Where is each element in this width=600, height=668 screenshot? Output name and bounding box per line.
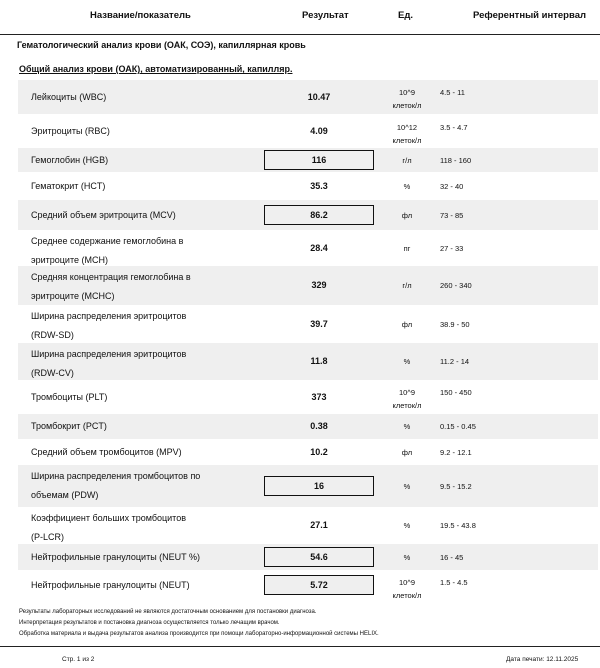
table-row [18, 115, 598, 148]
test-name-line: (P-LCR) [31, 532, 64, 542]
reference-range: 27 - 33 [440, 244, 464, 253]
reference-range: 4.5 - 11 [440, 88, 465, 97]
reference-range: 150 - 450 [440, 388, 472, 397]
table-row [18, 465, 598, 507]
unit [379, 209, 435, 222]
unit-line: клеток/л [392, 401, 422, 410]
unit [379, 180, 435, 193]
result-value: 0.38 [310, 421, 328, 431]
result-value: 10.47 [307, 92, 331, 102]
test-name-line: Тромбокрит (PCT) [31, 421, 107, 431]
reference-range: 9.5 - 15.2 [440, 482, 472, 491]
reference-range: 0.15 - 0.45 [440, 422, 476, 431]
unit [379, 420, 435, 433]
table-row [18, 507, 598, 544]
column-header-unit: Ед. [398, 10, 414, 21]
reference-range: 260 - 340 [440, 281, 472, 290]
result-value: 11.8 [310, 356, 328, 366]
test-name [31, 268, 191, 306]
reference-range: 9.2 - 12.1 [440, 448, 472, 457]
test-name [31, 151, 108, 170]
unit-line: % [403, 553, 411, 562]
unit-line: % [403, 357, 411, 366]
test-name [31, 388, 107, 407]
test-name [31, 443, 182, 462]
unit [379, 121, 435, 147]
unit [379, 480, 435, 493]
unit-line: % [403, 422, 411, 431]
unit-line: клеток/л [392, 591, 422, 600]
test-name-line: эритроците (MCHC) [31, 291, 115, 301]
unit-line: г/л [402, 156, 412, 165]
unit [379, 355, 435, 368]
test-name-line: (RDW-SD) [31, 330, 74, 340]
result-value: 373 [311, 392, 327, 402]
test-name-line: Ширина распределения эритроцитов [31, 311, 187, 321]
table-row [18, 570, 598, 600]
unit [379, 519, 435, 532]
unit-line: г/л [402, 281, 412, 290]
reference-range: 38.9 - 50 [440, 320, 470, 329]
unit-line: фл [401, 211, 413, 220]
test-name [31, 88, 106, 107]
table-row [18, 305, 598, 343]
reference-range: 3.5 - 4.7 [440, 123, 468, 132]
table-row [18, 266, 598, 305]
reference-range: 11.2 - 14 [440, 357, 470, 366]
column-header-reference: Референтный интервал [473, 10, 587, 21]
table-row [18, 200, 598, 230]
subpanel-title: Общий анализ крови (ОАК), автоматизированный, капилляр. [19, 64, 293, 74]
test-name [31, 548, 200, 567]
test-name-line: Ширина распределения тромбоцитов по [31, 471, 201, 481]
panel-title: Гематологический анализ крови (ОАК, СОЭ), капиллярная кровь [17, 40, 306, 50]
unit [379, 576, 435, 602]
reference-range: 1.5 - 4.5 [440, 578, 468, 587]
test-name-line: Средний объем эритроцита (MCV) [31, 210, 176, 220]
footnote: Обработка материала и выдача результатов анализа производится при помощи лабораторно-информационной системы HELIX. [19, 631, 379, 637]
reference-range: 32 - 40 [440, 182, 464, 191]
test-name-line: Гематокрит (HCT) [31, 181, 106, 191]
table-row [18, 172, 598, 200]
reference-range: 19.5 - 43.8 [440, 521, 476, 530]
page-number: Стр. 1 из 2 [62, 656, 95, 663]
result-value: 35.3 [310, 181, 328, 191]
print-date: Дата печати: 12.11.2025 [506, 656, 579, 663]
unit [379, 154, 435, 167]
test-name [31, 345, 186, 383]
unit [379, 86, 435, 112]
result-value-flagged: 86.2 [264, 205, 374, 225]
test-name-line: эритроците (MCH) [31, 255, 108, 265]
column-header-name: Название/показатель [90, 10, 191, 21]
result-value: 4.09 [310, 126, 328, 136]
unit [379, 318, 435, 331]
footnote: Результаты лабораторных исследований не являются достаточным основанием для постановки диагноза. [19, 609, 317, 615]
test-name [31, 122, 110, 141]
result-value: 28.4 [310, 243, 328, 253]
test-name [31, 509, 186, 547]
unit-line: 10^12 [396, 123, 418, 132]
result-value-flagged: 116 [264, 150, 374, 170]
test-name [31, 307, 186, 345]
unit [379, 551, 435, 564]
column-header-result: Результат [302, 10, 349, 21]
test-name-line: Эритроциты (RBC) [31, 126, 110, 136]
test-name-line: Тромбоциты (PLT) [31, 392, 108, 402]
table-row [18, 230, 598, 266]
result-value: 10.2 [310, 447, 328, 457]
unit-line: 10^9 [398, 578, 416, 587]
unit-line: % [403, 482, 411, 491]
table-row [18, 544, 598, 570]
result-value: 27.1 [310, 520, 328, 530]
table-row [18, 380, 598, 414]
test-name-line: Средняя концентрация гемоглобина в [31, 272, 191, 282]
test-name [31, 467, 200, 505]
result-value-flagged: 54.6 [264, 547, 374, 567]
result-value-flagged: 16 [264, 476, 374, 496]
result-value-flagged: 5.72 [264, 575, 374, 595]
unit-line: фл [401, 320, 413, 329]
result-value: 39.7 [310, 319, 328, 329]
unit [379, 242, 435, 255]
unit-line: 10^9 [398, 88, 416, 97]
reference-range: 118 - 160 [440, 156, 472, 165]
unit-line: фл [401, 448, 413, 457]
unit-line: % [403, 182, 411, 191]
unit-line: 10^9 [398, 388, 416, 397]
test-name-line: объемам (PDW) [31, 490, 99, 500]
test-name-line: Нейтрофильные гранулоциты (NEUT) [31, 580, 190, 590]
test-name [31, 232, 183, 270]
test-name-line: Ширина распределения эритроцитов [31, 349, 187, 359]
table-row [18, 439, 598, 465]
unit [379, 279, 435, 292]
unit-line: клеток/л [392, 136, 422, 145]
test-name [31, 206, 176, 225]
test-name [31, 576, 190, 595]
reference-range: 16 - 45 [440, 553, 464, 562]
test-name-line: Коэффициент больших тромбоцитов [31, 513, 186, 523]
test-name-line: (RDW-CV) [31, 368, 74, 378]
test-name [31, 177, 105, 196]
test-name-line: Гемоглобин (HGB) [31, 155, 109, 165]
page-footer [0, 646, 600, 668]
unit-line: клеток/л [392, 101, 422, 110]
table-row [18, 343, 598, 380]
unit-line: пг [403, 244, 411, 253]
test-name-line: Лейкоциты (WBC) [31, 92, 107, 102]
unit [379, 386, 435, 412]
result-value: 329 [311, 280, 327, 290]
table-row [18, 414, 598, 439]
table-row [18, 80, 598, 114]
unit [379, 446, 435, 459]
test-name-line: Нейтрофильные гранулоциты (NEUT %) [31, 552, 201, 562]
test-name-line: Среднее содержание гемоглобина в [31, 236, 184, 246]
unit-line: % [403, 521, 411, 530]
test-name-line: Средний объем тромбоцитов (MPV) [31, 447, 182, 457]
footnote: Интерпретация результатов и постановка диагноза осуществляется только лечащим врачом. [19, 620, 280, 626]
table-row [18, 148, 598, 172]
reference-range: 73 - 85 [440, 211, 464, 220]
test-name [31, 417, 107, 436]
table-header [0, 0, 600, 35]
